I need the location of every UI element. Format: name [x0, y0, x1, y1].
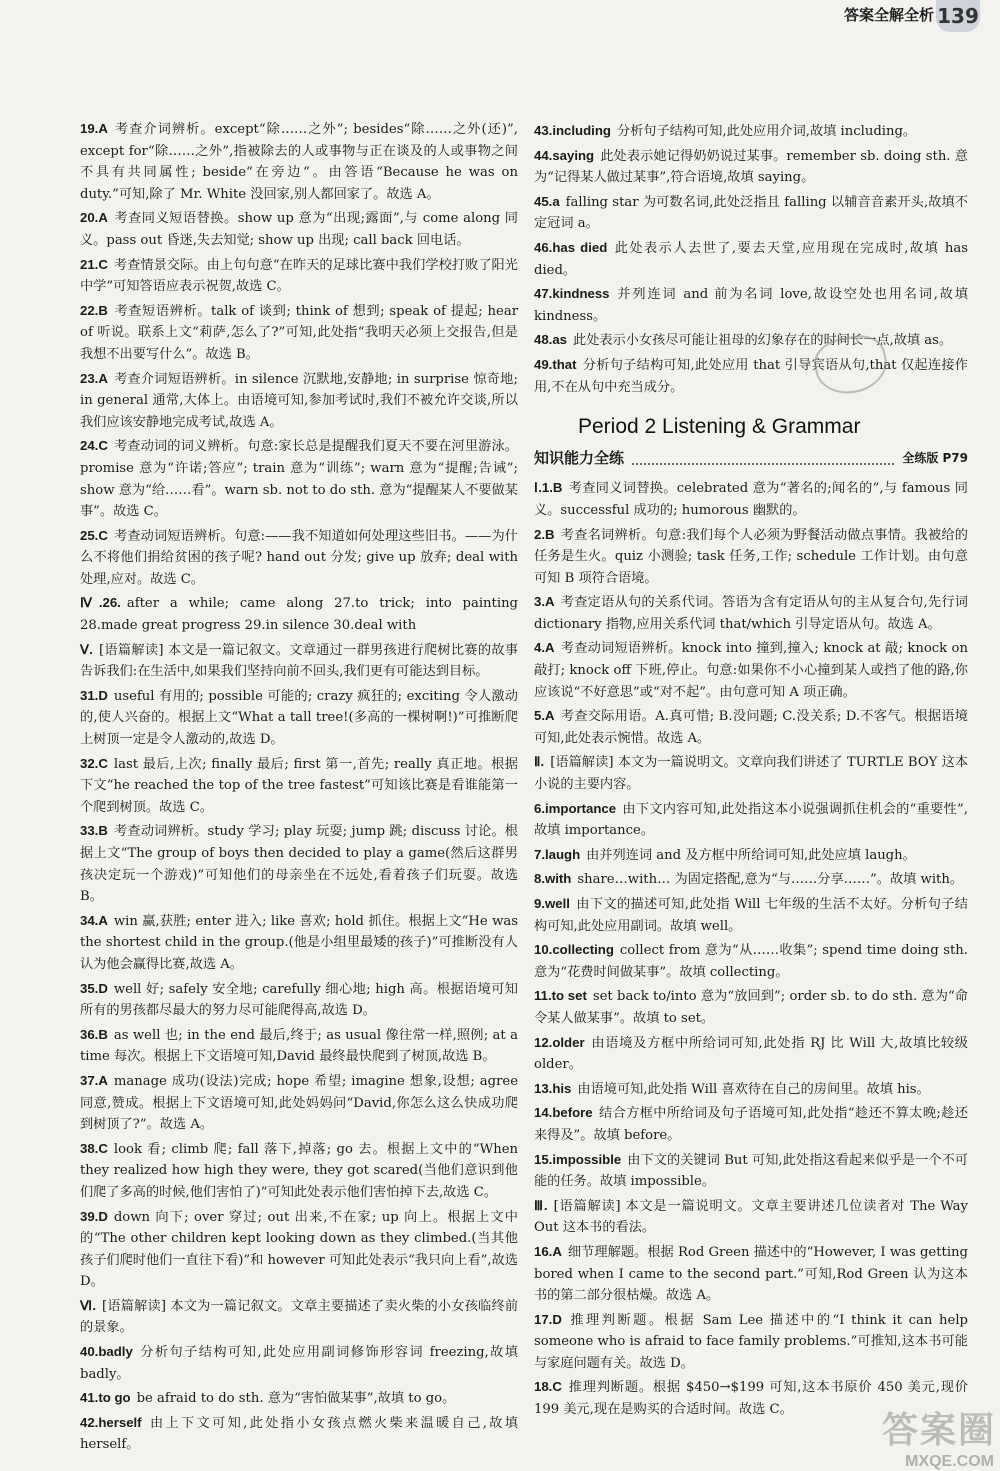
answer-text: 细节理解题。根据 Rod Green 描述中的“However, I was getting bored when I came to the second part.”可知,Rod Green 认为这本书的第二部分很枯燥。故选 A。 [534, 1244, 968, 1304]
answer-text: 由语境及方框中所给词可知,此处指 RJ 比 Will 大,故填比较级 older。 [534, 1035, 968, 1073]
answer-text: look 看; climb 爬; fall 落下,掉落; go 去。根据上文中的“When they realized how high they were, they got scared(当他们意识到他们爬了多高的时候,他们害怕了)”可知此处表示他们害怕掉下去,故选 C。 [80, 1141, 518, 1200]
answer-number: Ⅰ.1.B [534, 480, 563, 496]
answer-number: 7.laugh [534, 846, 581, 862]
answer-number: 49.that [534, 356, 577, 372]
section-bar [534, 448, 968, 472]
answer-entry [534, 985, 968, 1029]
answer-number: 38.C [80, 1140, 108, 1156]
answer-number: 40.badly [80, 1344, 133, 1360]
section-name: 知识能力全练 [534, 448, 625, 467]
answer-entry [80, 1138, 518, 1204]
answer-text: 由下文的描述可知,此处指 Will 七年级的生活不太好。分析句子结构可知,此处应用副词。故填 well。 [534, 897, 968, 934]
answer-text: 分析句子结构可知,此处应用介词,故填 including。 [616, 124, 917, 139]
answer-text: share…with… 为固定搭配,意为“与……分享……”。故填 with。 [577, 872, 964, 888]
answer-text: 考查介词短语辨析。in silence 沉默地,安静地; in surprise 惊奇地; in general 通常,大体上。由语境可知,参加考试时,我们不被允许交谈,所以我们应该安静地完成考试,故选 A。 [80, 371, 518, 430]
answer-text: 考查名词辨析。句意:我们每个人必须为野餐活动做点事情。我被给的任务是生火。quiz 小测验; task 任务,工作; schedule 工作计划。由句意可知 B 项符合语境。 [534, 527, 968, 586]
answer-number: 14.before [534, 1105, 593, 1121]
answer-entry [80, 820, 518, 907]
answer-entry [80, 368, 518, 434]
answer-number: Ⅱ. [534, 754, 545, 770]
answer-text: 考查动词短语辨析。knock into 撞到,撞入; knock at 敲; knock on 敲打; knock off 下班,停止。句意:如果你不小心撞到某人或挡了他的路,你应该说“不好意思”或“对不起”。由句意可知 A 项正确。 [534, 641, 968, 700]
answer-entry [534, 237, 968, 281]
answer-text: 结合方框中所给词及句子语境可知,此处指“趁还不算太晚;趁还来得及”。故填 before。 [534, 1106, 968, 1143]
answer-text: [语篇解读] 本文为一篇记叙文。文章主要描述了卖火柴的小女孩临终前的景象。 [80, 1298, 519, 1336]
answer-text: 分析句子结构可知,此处应用 that 引导宾语从句,that 仅起连接作用,不在从句中充当成分。 [534, 357, 968, 395]
answer-number: 6.importance [534, 800, 617, 816]
answer-entry [80, 753, 518, 819]
answer-text: down 向下; over 穿过; out 出来,不在家; up 向上。根据上文中的“The other children kept looking down as they climbed.(当其他孩子们爬时他们一直往下看)”和 however 可知此处表示“我只向上看”,故选 D。 [80, 1209, 518, 1290]
period-title: Period 2 Listening & Grammar [578, 415, 861, 439]
answer-text: 考查短语辨析。talk of 谈到; think of 想到; speak of 提起; hear of 听说。联系上文“莉萨,怎么了?”可知,此处指“我明天必须上交报告,但是我想不出要写什么”。故选 B。 [80, 303, 518, 362]
answer-entry [534, 145, 968, 189]
answer-text: win 赢,获胜; enter 进入; like 喜欢; hold 抓住。根据上文“He was the shortest child in the group.(他是小组里最矮的孩子)”可推断没有人认为他会赢得比赛,故选 A。 [80, 913, 518, 972]
answer-number: Ⅳ.26. [80, 595, 121, 611]
answer-entry [80, 910, 518, 976]
answer-number: 45.a [534, 193, 560, 209]
answer-text: 此处表示人去世了,要去天堂,应用现在完成时,故填 has died。 [534, 240, 968, 278]
answer-number: 35.D [80, 980, 108, 996]
header-title: 答案全解全析 [843, 6, 934, 24]
answer-number: 43.including [534, 123, 611, 138]
answer-number: 39.D [80, 1208, 108, 1224]
answer-text: [语篇解读] 本文是一篇记叙文。文章通过一群男孩进行爬树比赛的故事告诉我们:在生活中,如果我们坚持向前不回头,我们更有可能达到目标。 [80, 642, 519, 680]
answer-entry [534, 705, 968, 749]
answer-entry [534, 1149, 968, 1193]
answer-entry [534, 191, 968, 235]
answer-text: 考查同义短语替换。show up 意为“出现;露面”,与 come along 同义。pass out 昏迷,失去知觉; show up 出现; call back 回电话。 [80, 211, 518, 248]
answer-entry [534, 1102, 968, 1146]
answer-text: 并列连词 and 前为名词 love,故设空处也用名词,故填 kindness。 [534, 287, 968, 324]
answer-text: after a while; came along 27.to trick; into painting 28.made great progress 29.in silence 30.deal with [80, 596, 518, 634]
answer-number: 36.B [80, 1026, 108, 1042]
answer-text: [语篇解读] 本文是一篇说明文。文章主要讲述几位读者对 The Way Out 这本书的看法。 [534, 1198, 968, 1236]
answer-entry [534, 524, 968, 590]
answer-entry [534, 477, 968, 521]
answer-number: 46.has died [534, 239, 608, 255]
answer-entry [534, 751, 968, 795]
answer-number: 25.C [80, 527, 108, 543]
answer-number: Ⅲ. [534, 1197, 548, 1213]
answer-number: 32.C [80, 755, 108, 771]
answer-text: 此处表示小女孩尽可能让祖母的幻象存在的时间长一点,故填 as。 [573, 333, 953, 349]
answer-entry [534, 844, 968, 867]
section-ref: 全练版 P79 [902, 450, 968, 465]
answer-entry [80, 1341, 518, 1385]
answer-entry [80, 978, 518, 1022]
answer-text: manage 成功(设法)完成; hope 希望; imagine 想象,设想; agree 同意,赞成。根据上下文语境可知,此处妈妈问“David,你怎么这么快成功爬到树顶了?”。故选 A。 [80, 1073, 518, 1133]
answer-number: 21.C [80, 256, 108, 272]
answer-entry [80, 1295, 518, 1339]
answer-entry [534, 939, 968, 983]
page-number: 139 [936, 0, 980, 32]
answer-entry [80, 1387, 518, 1410]
answer-entry [534, 329, 968, 352]
answer-number: 2.B [534, 526, 555, 542]
answer-number: 11.to set [534, 988, 587, 1004]
answer-entry [80, 118, 518, 205]
answer-entry [534, 798, 968, 842]
answer-entry [80, 1024, 518, 1068]
answer-text: 考查动词的词义辨析。句意:家长总是提醒我们夏天不要在河里游泳。promise 意为“许诺;答应”; train 意为“训练”; warn 意为“提醒;告诫”; show 意为“给……看”。warn sb. not to do sth. 意为“提醒某人不要做某事”。故选 C。 [80, 439, 518, 520]
right-top-entries [534, 120, 968, 398]
answer-entry [80, 207, 518, 251]
answer-number: 44.saying [534, 147, 595, 163]
answer-text: falling star 为可数名词,此处泛指且 falling 以辅音音素开头,故填不定冠词 a。 [534, 194, 968, 232]
answer-number: 33.B [80, 823, 108, 839]
answer-text: as well 也; in the end 最后,终于; as usual 像往常一样,照例; at a time 每次。根据上下文语境可知,David 最终最快爬到了树顶,故选 B。 [80, 1027, 518, 1065]
answer-text: 由下文内容可知,此处指这本小说强调抓住机会的“重要性”,故填 importance。 [534, 801, 968, 839]
answer-text: 推理判断题。根据 Sam Lee 描述中的“I think it can help someone who is afraid to face family problems.”可推知,这本书可能与家庭问题有关。故选 D。 [534, 1312, 968, 1371]
answer-number: 41.to go [80, 1390, 131, 1406]
answer-number: 48.as [534, 332, 568, 348]
answer-text: 考查定语从句的关系代词。答语为含有定语从句的主从复合句,先行词 dictionary 指物,应用关系代词 that/which 引导定语从句。故选 A。 [534, 595, 968, 632]
answer-entry [534, 120, 968, 143]
answer-number: Ⅵ. [80, 1297, 97, 1313]
answer-text: 由上下文可知,此处指小女孩点燃火柴来温暖自己,故填 herself。 [80, 1415, 518, 1453]
answer-number: 15.impossible [534, 1151, 622, 1167]
answer-entry [534, 868, 968, 891]
right-column [534, 120, 968, 1423]
right-bottom-entries [534, 477, 968, 1420]
answer-entry [534, 893, 968, 937]
answer-number: 5.A [534, 708, 555, 724]
answer-entry [80, 1412, 518, 1456]
answer-entry [534, 1309, 968, 1375]
answer-text: 考查动词辨析。study 学习; play 玩耍; jump 跳; discuss 讨论。根据上文“The group of boys then decided to play a game(然后这群男孩决定玩一个游戏)”可知他们的母亲坐在不远处,看着孩子们玩耍。故选 B。 [80, 824, 518, 905]
answer-entry [80, 300, 518, 366]
answer-entry [80, 525, 518, 591]
answer-text: be afraid to do sth. 意为“害怕做某事”,故填 to go。 [136, 1391, 456, 1407]
answer-entry [80, 435, 518, 522]
answer-text: collect from 意为“从……收集”; spend time doing sth. 意为“花费时间做某事”。故填 collecting。 [534, 943, 968, 980]
answer-number: 18.C [534, 1379, 562, 1395]
answer-text: last 最后,上次; finally 最后; first 第一,首先; really 真正地。根据下文“he reached the top of the tree fastest”可知该比赛是看谁能第一个爬到树顶。故选 C。 [80, 756, 518, 815]
answer-number: 13.his [534, 1080, 572, 1096]
answer-text: 考查情景交际。由上句句意“在昨天的足球比赛中我们学校打败了阳光中学”可知答语应表示祝贺,故选 C。 [80, 257, 518, 295]
answer-text: [语篇解读] 本文为一篇说明文。文章向我们讲述了 TURTLE BOY 这本小说的主要内容。 [534, 755, 969, 793]
answer-number: Ⅴ. [80, 641, 93, 657]
answer-entry [534, 637, 968, 703]
answer-number: 20.A [80, 210, 108, 226]
answer-number: 23.A [80, 370, 108, 386]
answer-text: 考查同义词替换。celebrated 意为“著名的;闻名的”,与 famous 同义。successful 成功的; humorous 幽默的。 [534, 481, 968, 518]
answer-number: 16.A [534, 1243, 562, 1259]
answer-text: 考查动词短语辨析。句意:——我不知道如何处理这些旧书。——为什么不将他们捐给贫困的孩子呢? hand out 分发; give up 放弃; deal with 处理,应对。故选 C。 [80, 528, 518, 587]
answer-number: 31.D [80, 687, 108, 703]
answer-number: 3.A [534, 594, 555, 610]
answer-entry [80, 685, 518, 751]
answer-number: 8.with [534, 871, 572, 887]
answer-number: 37.A [80, 1072, 108, 1088]
answer-entry [80, 1070, 518, 1136]
section-dots [632, 453, 894, 465]
answer-entry [534, 1195, 968, 1239]
answer-text: 推理判断题。根据 $450→$199 可知,这本书原价 450 美元,现价 199 美元,现在是购买的合适时间。故选 C。 [534, 1380, 968, 1418]
answer-number: 22.B [80, 302, 108, 318]
answer-text: 分析句子结构可知,此处应用副词修饰形容词 freezing,故填 badly。 [80, 1345, 518, 1382]
answer-text: 考查介词辨析。except“除……之外”; besides“除……之外(还)”, except for“除……之外”,指被除去的人或事物与正在谈及的人或事物之间不具有共同属性; beside“在旁边”。由答语“Because he was on duty.”可知,除了 Mr. White 没回家,别人都回家了。故选 A。 [80, 122, 518, 202]
answer-number: 10.collecting [534, 942, 614, 958]
answer-entry [534, 1032, 968, 1076]
answer-entry [80, 592, 518, 636]
answer-text: 由语境可知,此处指 Will 喜欢待在自己的房间里。故填 his。 [577, 1081, 930, 1097]
answer-number: 34.A [80, 912, 108, 928]
answer-entry [80, 254, 518, 298]
answer-text: well 好; safely 安全地; carefully 细心地; high 高。根据语境可知所有的男孩都尽最大的努力尽可能爬得高,故选 D。 [80, 981, 518, 1019]
answer-number: 24.C [80, 438, 108, 454]
answer-number: 12.older [534, 1034, 585, 1050]
answer-number: 17.D [534, 1311, 562, 1327]
answer-text: 由并列连词 and 及方框中所给词可知,此处应填 laugh。 [586, 847, 916, 863]
page-header [0, 0, 1000, 40]
answer-text: 考查交际用语。A.真可惜; B.没问题; C.没关系; D.不客气。根据语境可知,此处表示惋惜。故选 A。 [534, 709, 968, 746]
answer-entry [534, 591, 968, 635]
answer-text: 此处表示她记得奶奶说过某事。remember sb. doing sth. 意为“记得某人做过某事”,符合语境,故填 saying。 [534, 148, 968, 186]
answer-entry [534, 1078, 968, 1101]
answer-text: 由下文的关键词 But 可知,此处指这看起来似乎是一个不可能的任务。故填 impossible。 [534, 1152, 968, 1190]
answer-number: 9.well [534, 896, 570, 911]
answer-text: useful 有用的; possible 可能的; crazy 疯狂的; exciting 令人激动的,使人兴奋的。根据上文“What a tall tree!(多高的一棵树啊!)”可推断爬上树顶一定是令人激动的,故选 D。 [80, 688, 518, 748]
left-column [80, 118, 518, 1458]
watermark-url: MXQE.COM [905, 1453, 994, 1470]
watermark-logo: 答案圈 [881, 1409, 996, 1450]
answer-text: set back to/into 意为“放回到”; order sb. to do sth. 意为“命令某人做某事”。故填 to set。 [534, 989, 968, 1026]
answer-entry [80, 1206, 518, 1293]
answer-number: 42.herself [80, 1414, 142, 1430]
answer-entry [534, 1241, 968, 1307]
answer-number: 19.A [80, 121, 108, 136]
answer-number: 4.A [534, 640, 555, 656]
answer-entry [534, 283, 968, 327]
answer-entry [534, 354, 968, 398]
answer-entry [80, 639, 518, 683]
answer-number: 47.kindness [534, 286, 610, 302]
